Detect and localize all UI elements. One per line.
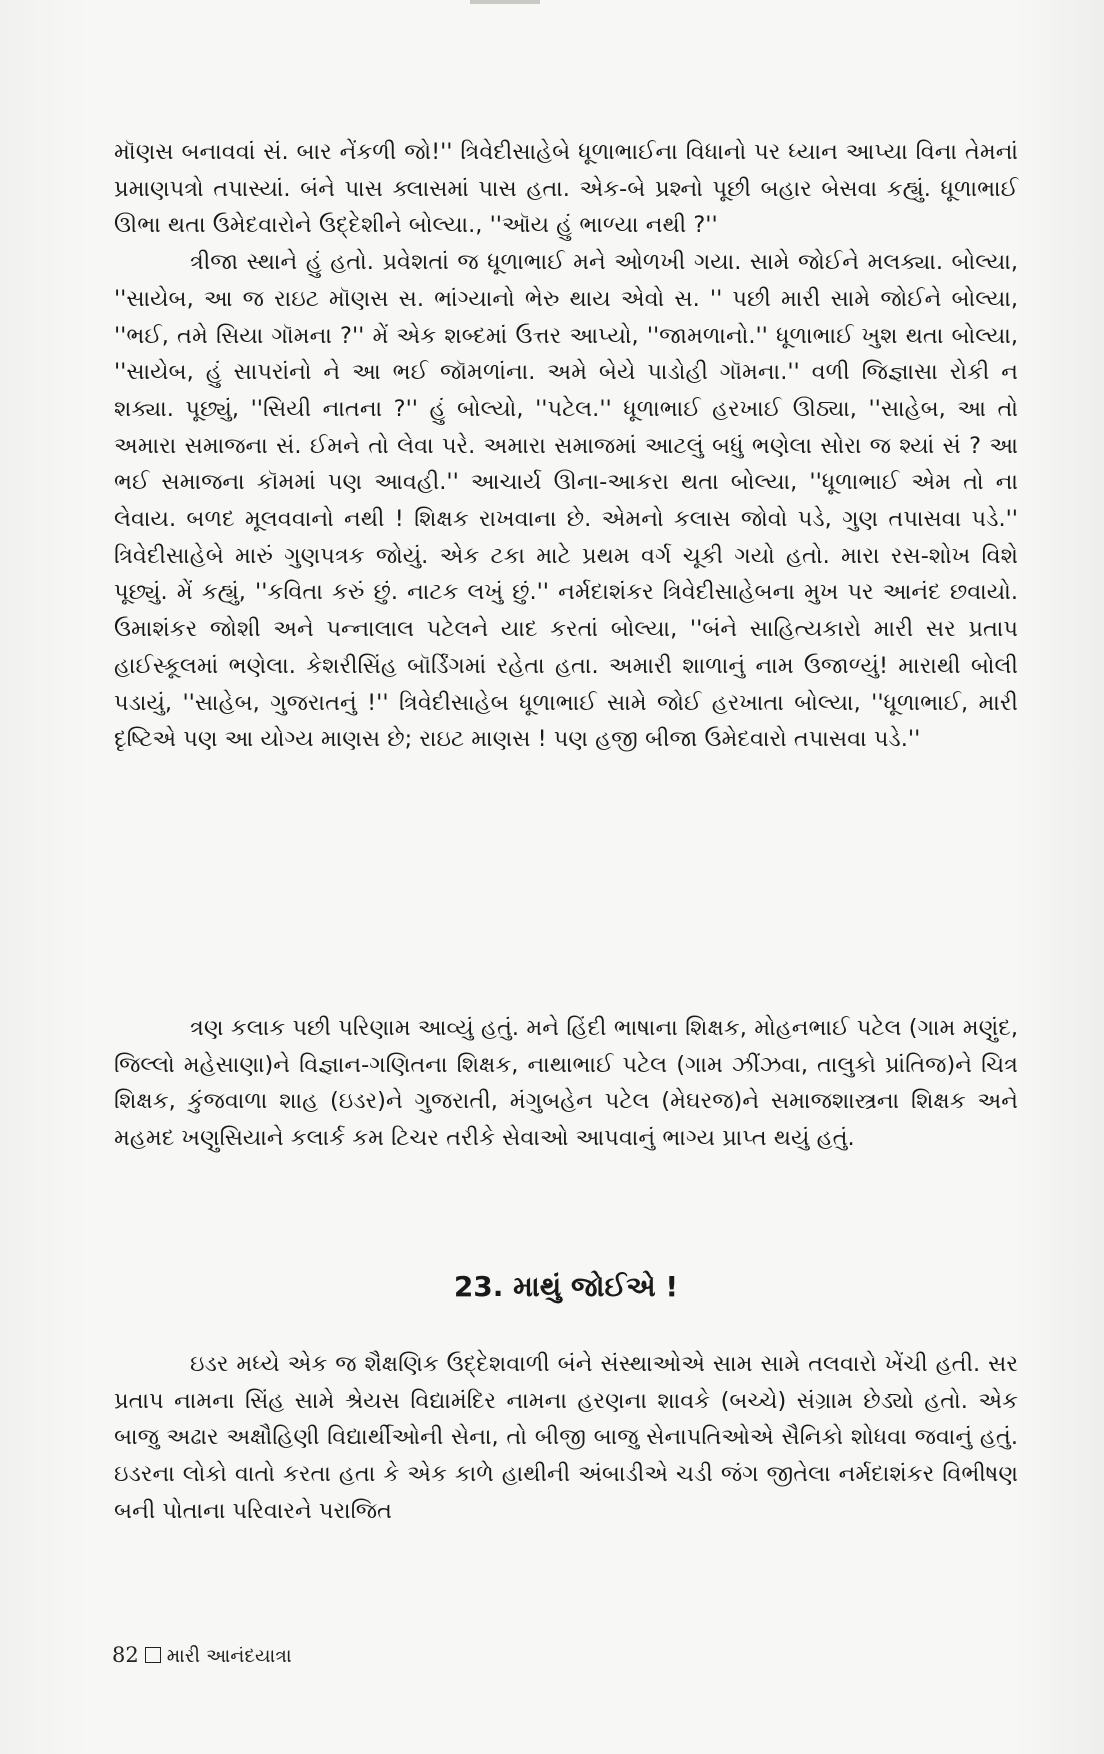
page-top-mark [470, 0, 540, 4]
body-text-upper [114, 134, 1018, 758]
page-footer [112, 1640, 292, 1671]
paragraph-2: ત્રીજા સ્થાને હું હતો. પ્રવેશતાં જ ધૂળાભાઈ મને ઓળખી ગયા. સામે જોઈને મલક્યા. બોલ્યા, ''સાયેબ, આ જ રાઇટ મૉણસ સ. ભાંગ્યાનો ભેરુ થાય એવો સ. '' પછી મારી સામે જોઈને બોલ્યા, ''ભઈ, તમે સિયા ગૉમના ?'' મેં એક શબ્દમાં ઉત્તર આપ્યો, ''જામળાનો.'' ધૂળાભાઈ ખુશ થતા બોલ્યા, ''સાયેબ, હું સાપરાંનો ને આ ભઈ જૉમળાંના. અમે બેયે પાડોહી ગૉમના.'' વળી જિજ્ઞાસા રોકી ન શક્યા. પૂછ્યું, ''સિયી નાતના ?'' હું બોલ્યો, ''પટેલ.'' ધૂળાભાઈ હરખાઈ ઊઠ્યા, ''સાહેબ, આ તો અમારા સમાજના સં. ઈમને તો લેવા પરે. અમારા સમાજમાં આટલું બધું ભણેલા સોરા જ શ્યાં સં ? આ ભઈ સમાજના કૉમમાં પણ આવહી.'' આચાર્ય ઊના-આકરા થતા બોલ્યા, ''ધૂળાભાઈ એમ તો ના લેવાય. બળદ મૂલવવાનો નથી ! શિક્ષક રાખવાના છે. એમનો કલાસ જોવો પડે, ગુણ તપાસવા પડે.'' ત્રિવેદીસાહેબે મારું ગુણપત્રક જોયું. એક ટકા માટે પ્રથમ વર્ગ ચૂકી ગયો હતો. મારા રસ-શોખ વિશે પૂછ્યું. મેં કહ્યું, ''કવિતા કરું છું. નાટક લખું છું.'' નર્મદાશંકર ત્રિવેદીસાહેબના મુખ પર આનંદ છવાયો. ઉમાશંકર જોશી અને પન્નાલાલ પટેલને યાદ કરતાં બોલ્યા, ''બંને સાહિત્યકારો મારી સર પ્રતાપ હાઈસ્કૂલમાં ભણેલા. કેશરીસિંહ બૉર્ડિંગમાં રહેતા હતા. અમારી શાળાનું નામ ઉજાળ્યું! મારાથી બોલી પડાયું, ''સાહેબ, ગુજરાતનું !'' ત્રિવેદીસાહેબ ધૂળાભાઈ સામે જોઈ હરખાતા બોલ્યા, ''ધૂળાભાઈ, મારી દૃષ્ટિએ પણ આ યોગ્ય માણસ છે; રાઇટ માણસ ! પણ હજી બીજા ઉમેદવારો તપાસવા પડે.'' [114, 249, 1019, 753]
paragraph-4: ઇડર મધ્યે એક જ શૈક્ષણિક ઉદ્દેશવાળી બંને સંસ્થાઓએ સામ સામે તલવારો ખેંચી હતી. સર પ્રતાપ નામના સિંહ સામે શ્રેયસ વિદ્યામંદિર નામના હરણના શાવકે (બચ્ચે) સંગ્રામ છેડ્યો હતો. એક બાજુ અઢાર અક્ષૌહિણી વિદ્યાર્થીઓની સેના, તો બીજી બાજુ સેનાપતિઓએ સૈનિકો શોધવા જવાનું હતું. ઇડરના લોકો વાતો કરતા હતા કે એક કાળે હાથીની અંબાડીએ ચડી જંગ જીતેલા નર્મદાશંકર વિભીષણ બની પોતાના પરિવારને પરાજિત [114, 1351, 1018, 1524]
body-text-middle [114, 1010, 1018, 1157]
book-title: મારી આનંદયાત્રા [166, 1645, 292, 1667]
square-separator-icon [145, 1647, 161, 1663]
chapter-heading: 23. માથું જોઈએ ! [453, 1270, 679, 1303]
paragraph-3: ત્રણ કલાક પછી પરિણામ આવ્યું હતું. મને હિંદી ભાષાના શિક્ષક, મોહનભાઈ પટેલ (ગામ મણુંદ, જિલ્લો મહેસાણા)ને વિજ્ઞાન-ગણિતના શિક્ષક, નાથાભાઈ પટેલ (ગામ ઝીંઝવા, તાલુકો પ્રાંતિજ)ને ચિત્ર શિક્ષક, કુંજવાળા શાહ (ઇડર)ને ગુજરાતી, મંગુબહેન પટેલ (મેઘરજ)ને સમાજશાસ્ત્રના શિક્ષક અને મહમદ ખણુસિયાને કલાર્ક કમ ટિચર તરીકે સેવાઓ આપવાનું ભાગ્ય પ્રાપ્ત થયું હતું. [114, 1015, 1018, 1152]
body-text-lower [114, 1346, 1018, 1530]
paragraph-1: મૉણસ બનાવવાં સં. બાર નેંકળી જો!'' ત્રિવેદીસાહેબે ધૂળાભાઈના વિધાનો પર ધ્યાન આપ્યા વિના તેમનાં પ્રમાણપત્રો તપાસ્યાં. બંને પાસ ક્લાસમાં પાસ હતા. એક-બે પ્રશ્નો પૂછી બહાર બેસવા કહ્યું. ધૂળાભાઈ ઊભા થતા ઉમેદવારોને ઉદ્દેશીને બોલ્યા., ''ઑય હું ભાળ્યા નથી ?'' [114, 139, 1018, 239]
page-number: 82 [112, 1643, 139, 1667]
